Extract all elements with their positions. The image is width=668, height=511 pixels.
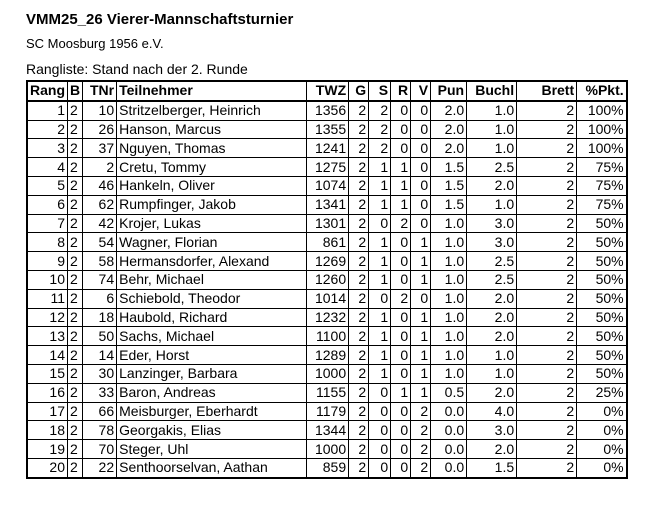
- cell-tnr: 22: [83, 458, 117, 477]
- table-row: [27, 214, 627, 233]
- cell-twz: 1074: [307, 176, 349, 195]
- cell-buchholz: 2.5: [467, 158, 517, 177]
- cell-draws: 1: [391, 195, 411, 214]
- cell-wins: 1: [369, 327, 391, 346]
- cell-board: 2: [68, 440, 83, 459]
- table-row: [27, 308, 627, 327]
- cell-buchholz: 4.0: [467, 402, 517, 421]
- column-header-rang: Rang: [27, 81, 68, 101]
- column-header-percent: %Pkt.: [577, 81, 627, 101]
- table-row: [27, 158, 627, 177]
- cell-board: 2: [68, 270, 83, 289]
- cell-twz: 1100: [307, 327, 349, 346]
- cell-tnr: 46: [83, 176, 117, 195]
- cell-losses: 1: [411, 270, 431, 289]
- cell-twz: 1344: [307, 421, 349, 440]
- cell-wins: 0: [369, 402, 391, 421]
- cell-wins: 0: [369, 289, 391, 308]
- cell-tnr: 14: [83, 346, 117, 365]
- cell-tnr: 10: [83, 101, 117, 120]
- cell-wins: 1: [369, 176, 391, 195]
- cell-points: 1.0: [431, 308, 467, 327]
- cell-draws: 2: [391, 289, 411, 308]
- cell-twz: 1341: [307, 195, 349, 214]
- cell-board: 2: [68, 233, 83, 252]
- cell-draws: 0: [391, 308, 411, 327]
- cell-tnr: 58: [83, 252, 117, 271]
- cell-board: 2: [68, 364, 83, 383]
- cell-draws: 0: [391, 421, 411, 440]
- cell-rang: 17: [27, 402, 68, 421]
- cell-wins: 1: [369, 364, 391, 383]
- cell-draws: 0: [391, 270, 411, 289]
- cell-games: 2: [349, 101, 369, 120]
- club-name: SC Moosburg 1956 e.V.: [26, 36, 164, 51]
- cell-buchholz: 3.0: [467, 214, 517, 233]
- cell-losses: 2: [411, 440, 431, 459]
- cell-brett: 2: [517, 327, 577, 346]
- cell-buchholz: 1.0: [467, 346, 517, 365]
- cell-games: 2: [349, 308, 369, 327]
- cell-name: Krojer, Lukas: [117, 214, 307, 233]
- cell-tnr: 26: [83, 120, 117, 139]
- cell-draws: 0: [391, 101, 411, 120]
- table-row: [27, 458, 627, 477]
- cell-points: 2.0: [431, 139, 467, 158]
- cell-games: 2: [349, 120, 369, 139]
- cell-rang: 13: [27, 327, 68, 346]
- cell-name: Meisburger, Eberhardt: [117, 402, 307, 421]
- cell-board: 2: [68, 158, 83, 177]
- cell-points: 0.0: [431, 402, 467, 421]
- cell-buchholz: 1.0: [467, 195, 517, 214]
- cell-brett: 2: [517, 252, 577, 271]
- cell-points: 1.0: [431, 364, 467, 383]
- cell-draws: 0: [391, 364, 411, 383]
- cell-points: 1.5: [431, 195, 467, 214]
- cell-rang: 5: [27, 176, 68, 195]
- cell-percent: 50%: [577, 289, 627, 308]
- cell-brett: 2: [517, 308, 577, 327]
- cell-buchholz: 2.5: [467, 252, 517, 271]
- cell-twz: 1000: [307, 440, 349, 459]
- cell-tnr: 42: [83, 214, 117, 233]
- cell-games: 2: [349, 458, 369, 477]
- table-row: [27, 327, 627, 346]
- cell-wins: 0: [369, 458, 391, 477]
- cell-losses: 0: [411, 214, 431, 233]
- cell-percent: 0%: [577, 458, 627, 477]
- cell-brett: 2: [517, 214, 577, 233]
- cell-losses: 0: [411, 101, 431, 120]
- cell-rang: 16: [27, 383, 68, 402]
- cell-percent: 0%: [577, 421, 627, 440]
- cell-wins: 1: [369, 195, 391, 214]
- cell-rang: 4: [27, 158, 68, 177]
- cell-rang: 1: [27, 101, 68, 120]
- cell-board: 2: [68, 289, 83, 308]
- cell-twz: 1155: [307, 383, 349, 402]
- cell-tnr: 70: [83, 440, 117, 459]
- cell-losses: 1: [411, 233, 431, 252]
- cell-games: 2: [349, 402, 369, 421]
- cell-draws: 0: [391, 233, 411, 252]
- cell-name: Haubold, Richard: [117, 308, 307, 327]
- column-header-draws: R: [391, 81, 411, 101]
- cell-losses: 0: [411, 195, 431, 214]
- cell-twz: 859: [307, 458, 349, 477]
- cell-brett: 2: [517, 402, 577, 421]
- cell-points: 0.0: [431, 421, 467, 440]
- cell-games: 2: [349, 214, 369, 233]
- cell-twz: 1241: [307, 139, 349, 158]
- cell-rang: 11: [27, 289, 68, 308]
- cell-losses: 2: [411, 421, 431, 440]
- cell-tnr: 33: [83, 383, 117, 402]
- cell-name: Hanson, Marcus: [117, 120, 307, 139]
- cell-rang: 8: [27, 233, 68, 252]
- cell-points: 0.0: [431, 458, 467, 477]
- table-row: [27, 289, 627, 308]
- cell-draws: 0: [391, 458, 411, 477]
- cell-tnr: 66: [83, 402, 117, 421]
- cell-rang: 10: [27, 270, 68, 289]
- cell-draws: 0: [391, 346, 411, 365]
- cell-wins: 1: [369, 270, 391, 289]
- cell-losses: 0: [411, 158, 431, 177]
- cell-games: 2: [349, 252, 369, 271]
- cell-twz: 1275: [307, 158, 349, 177]
- cell-rang: 6: [27, 195, 68, 214]
- cell-tnr: 62: [83, 195, 117, 214]
- cell-losses: 1: [411, 346, 431, 365]
- cell-name: Wagner, Florian: [117, 233, 307, 252]
- cell-name: Eder, Horst: [117, 346, 307, 365]
- cell-brett: 2: [517, 440, 577, 459]
- cell-games: 2: [349, 139, 369, 158]
- cell-twz: 1355: [307, 120, 349, 139]
- cell-rang: 3: [27, 139, 68, 158]
- cell-tnr: 18: [83, 308, 117, 327]
- cell-brett: 2: [517, 421, 577, 440]
- cell-brett: 2: [517, 289, 577, 308]
- cell-twz: 861: [307, 233, 349, 252]
- cell-twz: 1000: [307, 364, 349, 383]
- column-header-points: Pun: [431, 81, 467, 101]
- cell-buchholz: 3.0: [467, 233, 517, 252]
- cell-board: 2: [68, 327, 83, 346]
- cell-points: 1.5: [431, 158, 467, 177]
- cell-brett: 2: [517, 364, 577, 383]
- cell-buchholz: 1.0: [467, 364, 517, 383]
- document-title: VMM25_26 Vierer-Mannschaftsturnier: [26, 11, 294, 28]
- cell-games: 2: [349, 195, 369, 214]
- column-header-twz: TWZ: [307, 81, 349, 101]
- cell-tnr: 74: [83, 270, 117, 289]
- table-row: [27, 139, 627, 158]
- column-header-wins: S: [369, 81, 391, 101]
- cell-name: Georgakis, Elias: [117, 421, 307, 440]
- cell-draws: 1: [391, 158, 411, 177]
- column-header-name: Teilnehmer: [117, 81, 307, 101]
- cell-wins: 2: [369, 120, 391, 139]
- cell-buchholz: 2.0: [467, 289, 517, 308]
- cell-buchholz: 2.0: [467, 327, 517, 346]
- cell-buchholz: 1.0: [467, 101, 517, 120]
- cell-twz: 1289: [307, 346, 349, 365]
- cell-twz: 1014: [307, 289, 349, 308]
- cell-twz: 1179: [307, 402, 349, 421]
- cell-board: 2: [68, 214, 83, 233]
- cell-board: 2: [68, 421, 83, 440]
- cell-percent: 50%: [577, 346, 627, 365]
- cell-percent: 0%: [577, 402, 627, 421]
- cell-rang: 2: [27, 120, 68, 139]
- cell-percent: 50%: [577, 327, 627, 346]
- cell-wins: 0: [369, 421, 391, 440]
- column-header-tnr: TNr: [83, 81, 117, 101]
- cell-name: Baron, Andreas: [117, 383, 307, 402]
- cell-name: Schiebold, Theodor: [117, 289, 307, 308]
- cell-percent: 50%: [577, 214, 627, 233]
- table-row: [27, 233, 627, 252]
- cell-tnr: 6: [83, 289, 117, 308]
- cell-twz: 1269: [307, 252, 349, 271]
- cell-draws: 0: [391, 402, 411, 421]
- cell-brett: 2: [517, 158, 577, 177]
- cell-games: 2: [349, 364, 369, 383]
- cell-name: Cretu, Tommy: [117, 158, 307, 177]
- cell-twz: 1260: [307, 270, 349, 289]
- cell-board: 2: [68, 101, 83, 120]
- cell-games: 2: [349, 346, 369, 365]
- cell-games: 2: [349, 327, 369, 346]
- cell-losses: 2: [411, 458, 431, 477]
- cell-brett: 2: [517, 120, 577, 139]
- table-row: [27, 383, 627, 402]
- cell-brett: 2: [517, 101, 577, 120]
- cell-wins: 1: [369, 308, 391, 327]
- cell-tnr: 50: [83, 327, 117, 346]
- cell-points: 1.0: [431, 289, 467, 308]
- cell-buchholz: 3.0: [467, 421, 517, 440]
- cell-percent: 25%: [577, 383, 627, 402]
- cell-board: 2: [68, 346, 83, 365]
- cell-points: 1.0: [431, 214, 467, 233]
- cell-buchholz: 2.0: [467, 440, 517, 459]
- cell-board: 2: [68, 383, 83, 402]
- cell-points: 1.0: [431, 270, 467, 289]
- cell-brett: 2: [517, 270, 577, 289]
- cell-points: 1.5: [431, 176, 467, 195]
- cell-name: Behr, Michael: [117, 270, 307, 289]
- table-row: [27, 402, 627, 421]
- cell-wins: 0: [369, 383, 391, 402]
- cell-losses: 0: [411, 139, 431, 158]
- cell-wins: 1: [369, 158, 391, 177]
- cell-points: 0.5: [431, 383, 467, 402]
- cell-brett: 2: [517, 176, 577, 195]
- cell-board: 2: [68, 139, 83, 158]
- cell-twz: 1356: [307, 101, 349, 120]
- cell-tnr: 54: [83, 233, 117, 252]
- cell-draws: 1: [391, 176, 411, 195]
- cell-points: 1.0: [431, 327, 467, 346]
- cell-brett: 2: [517, 458, 577, 477]
- table-row: [27, 101, 627, 120]
- cell-points: 1.0: [431, 233, 467, 252]
- column-header-buchholz: Buchl: [467, 81, 517, 101]
- cell-brett: 2: [517, 139, 577, 158]
- cell-points: 0.0: [431, 440, 467, 459]
- cell-percent: 100%: [577, 101, 627, 120]
- cell-rang: 9: [27, 252, 68, 271]
- cell-board: 2: [68, 176, 83, 195]
- cell-losses: 1: [411, 327, 431, 346]
- cell-percent: 50%: [577, 233, 627, 252]
- cell-wins: 0: [369, 440, 391, 459]
- cell-losses: 1: [411, 364, 431, 383]
- cell-brett: 2: [517, 195, 577, 214]
- cell-board: 2: [68, 120, 83, 139]
- cell-percent: 50%: [577, 270, 627, 289]
- cell-buchholz: 1.5: [467, 458, 517, 477]
- cell-name: Steger, Uhl: [117, 440, 307, 459]
- cell-tnr: 2: [83, 158, 117, 177]
- cell-rang: 19: [27, 440, 68, 459]
- cell-losses: 1: [411, 383, 431, 402]
- cell-rang: 14: [27, 346, 68, 365]
- cell-draws: 0: [391, 120, 411, 139]
- cell-rang: 15: [27, 364, 68, 383]
- cell-brett: 2: [517, 383, 577, 402]
- cell-points: 2.0: [431, 120, 467, 139]
- cell-name: Nguyen, Thomas: [117, 139, 307, 158]
- cell-draws: 0: [391, 139, 411, 158]
- cell-twz: 1232: [307, 308, 349, 327]
- cell-rang: 18: [27, 421, 68, 440]
- column-header-games: G: [349, 81, 369, 101]
- cell-games: 2: [349, 176, 369, 195]
- cell-wins: 2: [369, 101, 391, 120]
- cell-buchholz: 2.0: [467, 176, 517, 195]
- cell-buchholz: 2.5: [467, 270, 517, 289]
- cell-tnr: 30: [83, 364, 117, 383]
- column-header-board: B: [68, 81, 83, 101]
- table-row: [27, 440, 627, 459]
- cell-games: 2: [349, 233, 369, 252]
- cell-buchholz: 2.0: [467, 308, 517, 327]
- cell-tnr: 78: [83, 421, 117, 440]
- cell-brett: 2: [517, 233, 577, 252]
- cell-buchholz: 1.0: [467, 139, 517, 158]
- cell-draws: 0: [391, 440, 411, 459]
- table-row: [27, 195, 627, 214]
- table-row: [27, 120, 627, 139]
- cell-board: 2: [68, 402, 83, 421]
- table-row: [27, 176, 627, 195]
- cell-name: Senthoorselvan, Aathan: [117, 458, 307, 477]
- cell-losses: 2: [411, 402, 431, 421]
- table-row: [27, 346, 627, 365]
- cell-rang: 20: [27, 458, 68, 477]
- cell-buchholz: 1.0: [467, 120, 517, 139]
- cell-wins: 1: [369, 252, 391, 271]
- cell-percent: 0%: [577, 440, 627, 459]
- cell-draws: 0: [391, 327, 411, 346]
- cell-games: 2: [349, 440, 369, 459]
- cell-name: Hermansdorfer, Alexand: [117, 252, 307, 271]
- cell-percent: 50%: [577, 364, 627, 383]
- cell-board: 2: [68, 308, 83, 327]
- standings-caption: Rangliste: Stand nach der 2. Runde: [26, 61, 248, 77]
- cell-percent: 75%: [577, 176, 627, 195]
- cell-name: Rumpfinger, Jakob: [117, 195, 307, 214]
- cell-tnr: 37: [83, 139, 117, 158]
- cell-twz: 1301: [307, 214, 349, 233]
- cell-brett: 2: [517, 346, 577, 365]
- cell-losses: 1: [411, 252, 431, 271]
- cell-name: Lanzinger, Barbara: [117, 364, 307, 383]
- cell-wins: 1: [369, 346, 391, 365]
- cell-percent: 50%: [577, 252, 627, 271]
- cell-points: 1.0: [431, 346, 467, 365]
- cell-losses: 0: [411, 176, 431, 195]
- cell-name: Hankeln, Oliver: [117, 176, 307, 195]
- cell-board: 2: [68, 195, 83, 214]
- cell-name: Stritzelberger, Heinrich: [117, 101, 307, 120]
- table-row: [27, 421, 627, 440]
- standings-table: [26, 80, 628, 479]
- cell-rang: 7: [27, 214, 68, 233]
- cell-games: 2: [349, 383, 369, 402]
- cell-points: 1.0: [431, 252, 467, 271]
- table-row: [27, 252, 627, 271]
- cell-games: 2: [349, 270, 369, 289]
- cell-name: Sachs, Michael: [117, 327, 307, 346]
- column-header-losses: V: [411, 81, 431, 101]
- cell-percent: 75%: [577, 158, 627, 177]
- cell-draws: 1: [391, 383, 411, 402]
- table-row: [27, 270, 627, 289]
- cell-draws: 0: [391, 252, 411, 271]
- cell-rang: 12: [27, 308, 68, 327]
- cell-percent: 50%: [577, 308, 627, 327]
- cell-percent: 100%: [577, 139, 627, 158]
- cell-wins: 2: [369, 139, 391, 158]
- cell-wins: 1: [369, 233, 391, 252]
- cell-games: 2: [349, 421, 369, 440]
- cell-points: 2.0: [431, 101, 467, 120]
- cell-losses: 1: [411, 308, 431, 327]
- cell-games: 2: [349, 289, 369, 308]
- header-row: [27, 81, 627, 101]
- cell-percent: 100%: [577, 120, 627, 139]
- cell-losses: 0: [411, 120, 431, 139]
- column-header-brett: Brett: [517, 81, 577, 101]
- table-row: [27, 364, 627, 383]
- cell-percent: 75%: [577, 195, 627, 214]
- cell-buchholz: 2.0: [467, 383, 517, 402]
- cell-draws: 2: [391, 214, 411, 233]
- cell-wins: 0: [369, 214, 391, 233]
- cell-games: 2: [349, 158, 369, 177]
- cell-losses: 0: [411, 289, 431, 308]
- cell-board: 2: [68, 252, 83, 271]
- cell-board: 2: [68, 458, 83, 477]
